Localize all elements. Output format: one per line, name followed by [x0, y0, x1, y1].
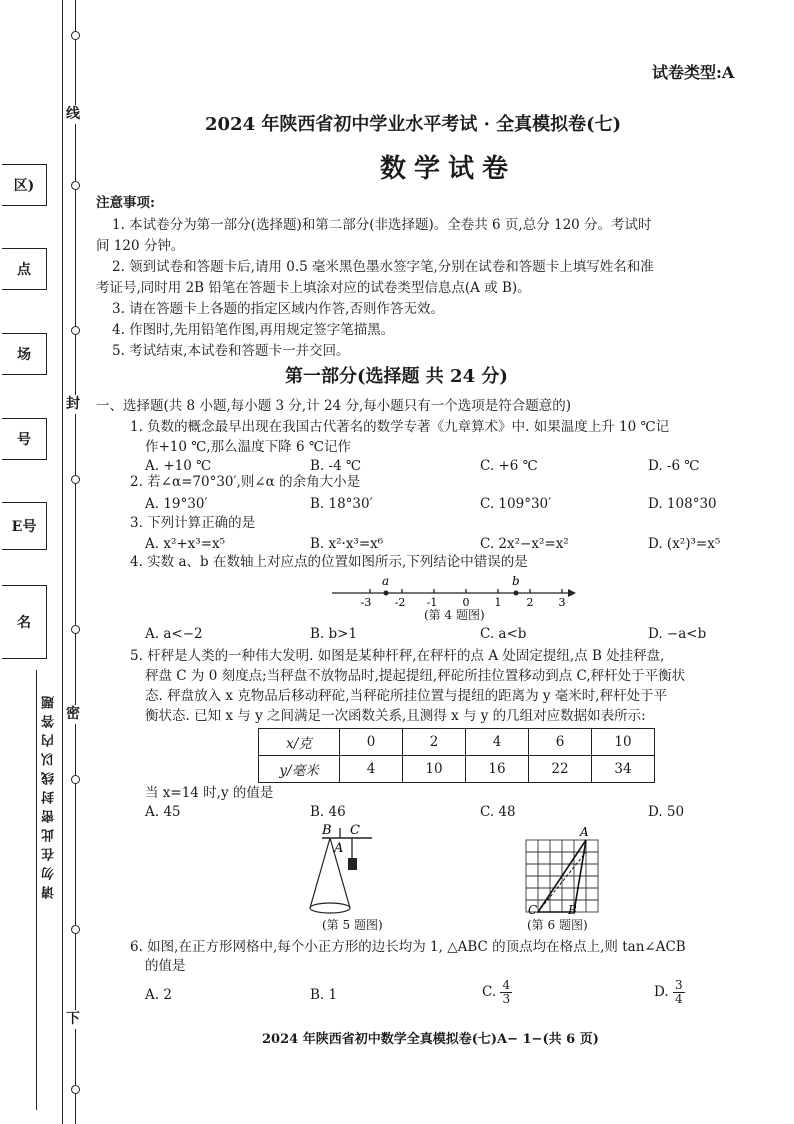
q5-label-c: C [350, 823, 360, 838]
q5-text: 5. 杆秤是人类的一种伟大发明. 如图是某种杆秤,在秤杆的点 A 处固定提纽,点 B 处挂秤盘, [130, 648, 665, 664]
q4-option-d[interactable]: D. −a<b [648, 626, 707, 642]
q3-option-a[interactable]: A. x²+x³=x⁵ [145, 536, 226, 552]
field-exam-site[interactable]: 点 [2, 248, 47, 290]
seal-char-below: 下 [66, 1011, 80, 1027]
q5-label-b: B [322, 823, 332, 838]
q6-text: 6. 如图,在正方形网格中,每个小正方形的边长均为 1, △ABC 的顶点均在格点上,则 tan∠ACB [130, 939, 686, 955]
table-cell: 34 [592, 756, 655, 783]
fraction-numerator: 4 [502, 978, 511, 992]
q5-text: 衡状态. 已知 x 与 y 之间满足一次函数关系,且测得 x 与 y 的几组对应数据如表所示: [145, 708, 646, 724]
answer-line-1 [36, 670, 37, 1110]
q6-label-c: C [528, 903, 538, 917]
section-intro: 一、选择题(共 8 小题,每小题 3 分,计 24 分,每小题只有一个选项是符合题意的) [96, 398, 572, 414]
table-header: x/克 [259, 729, 340, 756]
q5-label-a: A [334, 841, 344, 856]
page-footer: 2024 年陕西省初中数学全真模拟卷(七)A− 1−(共 6 页) [262, 1032, 599, 1047]
q2-option-a[interactable]: A. 19°30′ [145, 496, 208, 512]
binding-hole [71, 475, 80, 484]
q4-point-a [384, 591, 389, 596]
binding-hole [71, 326, 80, 335]
q1-option-c[interactable]: C. +6 ℃ [480, 458, 538, 474]
q1-text: 1. 负数的概念最早出现在我国古代著名的数学专著《九章算术》中. 如果温度上升 10 ℃记 [130, 419, 670, 435]
q6-option-c-prefix: C. [482, 984, 497, 1000]
seal-char-seal: 封 [66, 396, 80, 412]
notes-heading: 注意事项: [96, 195, 155, 211]
paper-type: 试卷类型:A [652, 63, 735, 82]
table-cell: 10 [403, 756, 466, 783]
q5-option-c[interactable]: C. 48 [480, 804, 516, 820]
binding-hole [71, 775, 80, 784]
q6-caption: (第 6 题图) [527, 918, 588, 932]
q4-point-b [514, 591, 519, 596]
note-line: 考证号,同时用 2B 铅笔在答题卡上填涂对应的试卷类型信息点(A 或 B)。 [96, 280, 531, 296]
q2-option-b[interactable]: B. 18°30′ [310, 496, 373, 512]
field-exam-id[interactable]: E号 [2, 502, 47, 550]
note-line: 2. 领到试卷和答题卡后,请用 0.5 毫米黑色墨水签字笔,分别在试卷和答题卡上填写姓名和准 [112, 259, 654, 275]
q4-tick-label: -1 [426, 596, 438, 608]
q6-option-a[interactable]: A. 2 [145, 987, 172, 1003]
table-cell: 16 [466, 756, 529, 783]
fraction-denominator: 4 [674, 992, 683, 1006]
q4-number-line [330, 568, 580, 608]
exam-title: 2024 年陕西省初中学业水平考试 · 全真模拟卷(七) [205, 114, 622, 135]
q4-option-b[interactable]: B. b>1 [310, 626, 358, 642]
fraction-denominator: 3 [502, 992, 511, 1006]
q4-tick-label: -2 [394, 596, 406, 608]
q5-option-d[interactable]: D. 50 [648, 804, 685, 820]
q4-tick-label: 0 [462, 596, 470, 608]
table-cell: 0 [340, 729, 403, 756]
q6-option-d[interactable] [654, 979, 685, 1006]
binding-line-inner [75, 0, 76, 1124]
note-line: 4. 作图时,先用铅笔作图,再用规定签字笔描黑。 [112, 322, 395, 338]
q6-label-b: B [568, 903, 577, 917]
table-cell: 4 [340, 756, 403, 783]
q5-figure [302, 820, 392, 920]
q4-tick-label: 2 [526, 596, 534, 608]
field-exam-room[interactable]: 场 [2, 333, 47, 375]
q4-text: 4. 实数 a、b 在数轴上对应点的位置如图所示,下列结论中错误的是 [130, 554, 528, 570]
fraction-numerator: 3 [674, 978, 683, 992]
seal-warning: 请勿在此密封线以内答题 [42, 690, 57, 899]
q6-option-d-prefix: D. [654, 984, 669, 1000]
binding-hole [71, 1085, 80, 1094]
field-district[interactable]: 区) [2, 164, 47, 206]
q2-option-c[interactable]: C. 109°30′ [480, 496, 552, 512]
table-cell: 2 [403, 729, 466, 756]
note-line: 1. 本试卷分为第一部分(选择题)和第二部分(非选择题)。全卷共 6 页,总分 120 分。考试时 [112, 217, 652, 233]
q6-option-b[interactable]: B. 1 [310, 987, 338, 1003]
q3-option-c[interactable]: C. 2x²−x²=x² [480, 536, 569, 552]
binding-line-outer [62, 0, 63, 1124]
q2-text: 2. 若∠α=70°30′,则∠α 的余角大小是 [130, 474, 361, 490]
q5-option-a[interactable]: A. 45 [145, 804, 181, 820]
q6-label-a: A [580, 825, 589, 839]
note-line: 5. 考试结束,本试卷和答题卡一并交回。 [112, 343, 350, 359]
table-row [259, 756, 655, 783]
q6-option-c-fraction [500, 979, 512, 1006]
subject-title: 数学试卷 [380, 154, 517, 184]
q5-text: 秤盘 C 为 0 刻度点;当秤盘不放物品时,提起提纽,秤砣所挂位置移动到点 C,秤杆处于平衡状 [145, 668, 686, 684]
q4-label-a: a [382, 574, 390, 588]
q3-option-d[interactable]: D. (x²)³=x⁵ [648, 536, 721, 552]
q1-option-d[interactable]: D. -6 ℃ [648, 458, 700, 474]
q4-option-c[interactable]: C. a<b [480, 626, 527, 642]
q4-caption: (第 4 题图) [424, 608, 485, 622]
q4-label-b: b [512, 574, 520, 588]
q6-figure [520, 822, 610, 917]
q6-text: 的值是 [145, 958, 186, 974]
table-cell: 22 [529, 756, 592, 783]
seal-char-line: 线 [66, 106, 80, 122]
q6-option-c[interactable] [482, 979, 512, 1006]
q4-tick-label: 1 [494, 596, 502, 608]
q5-text: 态. 秤盘放入 x 克物品后移动秤砣,当秤砣所挂位置与提纽的距离为 y 毫米时,秤杆处于平 [145, 688, 668, 704]
binding-hole [71, 625, 80, 634]
q5-data-table [258, 728, 655, 783]
q1-option-a[interactable]: A. +10 ℃ [145, 458, 212, 474]
table-cell: 6 [529, 729, 592, 756]
table-row [259, 729, 655, 756]
q1-text: 作+10 ℃,那么温度下降 6 ℃记作 [145, 439, 351, 455]
field-seat-number[interactable]: 号 [2, 418, 47, 460]
note-line: 3. 请在答题卡上各题的指定区域内作答,否则作答无效。 [112, 301, 444, 317]
table-cell: 10 [592, 729, 655, 756]
q1-option-b[interactable]: B. -4 ℃ [310, 458, 362, 474]
table-header: y/毫米 [259, 756, 340, 783]
note-line: 间 120 分钟。 [96, 238, 185, 254]
part1-heading: 第一部分(选择题 共 24 分) [285, 366, 508, 387]
q2-option-d[interactable]: D. 108°30 [648, 496, 717, 512]
binding-hole [71, 925, 80, 934]
q3-text: 3. 下列计算正确的是 [130, 515, 256, 531]
binding-hole [71, 31, 80, 40]
field-name[interactable]: 名 [2, 585, 47, 659]
q4-option-a[interactable]: A. a<−2 [145, 626, 203, 642]
seal-char-secret: 密 [66, 706, 80, 722]
q4-tick-label: -3 [360, 596, 372, 608]
q5-option-b[interactable]: B. 46 [310, 804, 346, 820]
table-cell: 4 [466, 729, 529, 756]
q4-tick-label: 3 [558, 596, 566, 608]
q6-option-d-fraction [673, 979, 685, 1006]
q5-after: 当 x=14 时,y 的值是 [145, 785, 274, 801]
q3-option-b[interactable]: B. x²·x³=x⁶ [310, 536, 384, 552]
binding-hole [71, 181, 80, 190]
q5-caption: (第 5 题图) [322, 918, 383, 932]
